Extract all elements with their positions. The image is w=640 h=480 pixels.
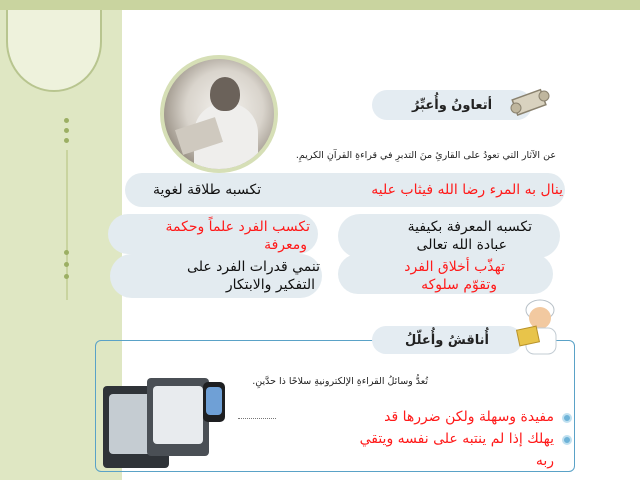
answer-b-2-line-2: ربه: [535, 453, 554, 469]
ereader-devices-image: [103, 378, 233, 468]
bullet-1: [562, 413, 572, 423]
bullet-2: [562, 435, 572, 445]
answer-b-2-line-1: يهلك إذا لم ينتبه على نفسه ويتقي: [359, 431, 554, 447]
answer-4-line-2: وتقوّم سلوكه: [421, 277, 497, 293]
scroll-icon: [508, 84, 552, 120]
section-title-discuss-text: أُناقشُ وأُعلّلُ: [405, 332, 489, 348]
dotted-line-1: [238, 418, 276, 419]
answer-2-line-1: تكسبه المعرفة بكيفية: [407, 219, 532, 235]
answer-b-1: مفيدة وسهلة ولكن ضررها قد: [384, 409, 554, 425]
section-title-cooperate-text: أتعاونُ وأُعبِّرُ: [411, 97, 493, 113]
answer-1-part-2: تكسبه طلاقة لغوية: [153, 182, 262, 198]
answer-3-line-2: ومعرفة: [264, 237, 307, 253]
section1-instruction: عن الآثار التي تعودُ على القارئِ منَ التدبرِ في قراءةِ القرآنِ الكريمِ.: [295, 150, 556, 161]
section-title-discuss: [372, 326, 522, 354]
section2-instruction: تُعدُّ وسائلُ القراءةِ الإلكترونيةِ سلاحًا ذا حدَّينِ.: [252, 376, 428, 387]
decorative-top-strip: [0, 0, 640, 10]
answer-2-line-2: عبادة الله تعالى: [416, 237, 507, 253]
decorative-arch: [6, 8, 102, 92]
answer-3-line-1: تكسب الفرد علماً وحكمة: [165, 219, 310, 235]
answer-1-part-1: ينال به المرء رضا الله فيثاب عليه: [371, 182, 563, 198]
answer-4-line-1: تهذّب أخلاق الفرد: [404, 259, 505, 275]
answer-5-line-2: التفكير والابتكار: [225, 277, 315, 293]
reader-portrait-image: [160, 55, 278, 173]
boy-reading-icon: [510, 294, 568, 358]
answer-5-line-1: تنمي قدرات الفرد على: [187, 259, 320, 275]
